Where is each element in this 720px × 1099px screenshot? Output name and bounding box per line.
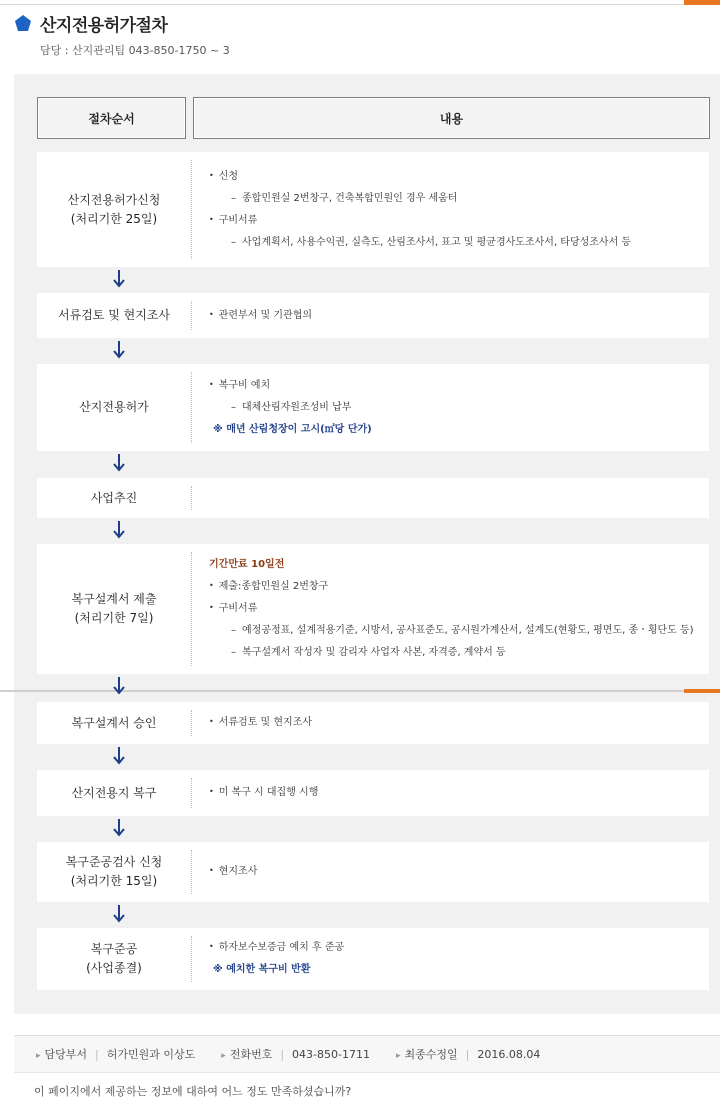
- step-deadline: (처리기한 15일): [70, 874, 158, 888]
- step-label-cell: [37, 478, 191, 518]
- cell-divider: [191, 850, 192, 894]
- deadline-notice: 기간만료 10일전: [209, 559, 285, 570]
- phone-label: ▸ 전화번호: [221, 1046, 272, 1062]
- sub-item: – 예정공정표, 설계적용기준, 시방서, 공사표준도, 공시원가계산서, 설계도(현황도, 평면도, 종ㆍ횡단도 등): [209, 620, 701, 642]
- procedure-step: [37, 702, 709, 744]
- cell-divider: [191, 486, 192, 510]
- procedure-step: [37, 478, 709, 518]
- procedure-step: [37, 928, 709, 990]
- cell-divider: [191, 301, 192, 330]
- header-content: 내용: [193, 97, 710, 139]
- sub-item: – 종합민원실 2번창구, 건축복합민원인 경우 세움터: [209, 188, 701, 210]
- arrow-down-icon: [112, 339, 126, 359]
- dept-label: ▸ 담당부서: [36, 1046, 87, 1062]
- step-label: 복구준공검사 신청: [65, 855, 163, 869]
- step-label: 복구설계서 승인: [71, 715, 157, 730]
- satisfaction-question: 이 페이지에서 제공하는 정보에 대하여 어느 정도 만족하셨습니까?: [34, 1085, 352, 1098]
- cell-divider: [191, 710, 192, 736]
- bullet-item: • 구비서류: [209, 210, 701, 232]
- procedure-step: [37, 364, 709, 451]
- step-label-cell: [37, 770, 191, 816]
- step-label: 산지전용허가: [79, 400, 149, 414]
- procedure-step: [37, 842, 709, 902]
- step-label: 사업추진: [90, 490, 138, 505]
- sub-item: – 사업계획서, 사용수익권, 실측도, 산림조사서, 표고 및 평균경사도조사서, 타당성조사서 등: [209, 232, 701, 254]
- step-content: [209, 702, 701, 744]
- page-header: [14, 10, 167, 36]
- top-accent-bar: [684, 0, 720, 5]
- arrow-down-icon: [112, 675, 126, 695]
- sub-item: – 복구설계서 작성자 및 감리자 사업자 사본, 자격증, 계약서 등: [209, 642, 701, 664]
- bullet-item: • 현지조사: [209, 861, 701, 883]
- step-content: [209, 152, 701, 267]
- step-label: 복구준공: [90, 942, 138, 956]
- step-deadline: (처리기한 7일): [74, 611, 154, 625]
- page-break-divider: [0, 690, 720, 692]
- step-deadline: (사업종결): [86, 961, 142, 975]
- arrow-down-icon: [112, 268, 126, 288]
- step-label-cell: [37, 544, 191, 674]
- bullet-item: • 서류검토 및 현지조사: [209, 712, 701, 734]
- step-content: [209, 842, 701, 902]
- note-text: ※ 예치한 복구비 반환: [213, 964, 311, 975]
- arrow-down-icon: [112, 745, 126, 765]
- bullet-item: • 복구비 예치: [209, 375, 701, 397]
- step-label: 서류검토 및 현지조사: [58, 308, 170, 322]
- step-content: [209, 293, 701, 338]
- bullet-item: • 하자보수보증금 예치 후 준공: [209, 937, 701, 959]
- arrow-down-icon: [112, 903, 126, 923]
- note-text: ※ 매년 산림청장이 고시(㎡당 단가): [213, 423, 372, 435]
- arrow-down-icon: [112, 452, 126, 472]
- cell-divider: [191, 160, 192, 259]
- step-content: [209, 770, 701, 816]
- bullet-item: • 구비서류: [209, 598, 701, 620]
- contact-info: 담당 : 산지관리팀 043-850-1750 ~ 3: [40, 44, 230, 57]
- bullet-item: • 미 복구 시 대집행 시행: [209, 782, 701, 804]
- phone-value: 043-850-1711: [292, 1047, 370, 1061]
- updated-value: 2016.08.04: [477, 1047, 541, 1061]
- step-content: [209, 364, 701, 451]
- cell-divider: [191, 778, 192, 808]
- updated-label: ▸ 최종수정일: [396, 1046, 458, 1062]
- cell-divider: [191, 936, 192, 982]
- page-info-footer: [14, 1035, 720, 1073]
- bullet-item: • 신청: [209, 166, 701, 188]
- procedure-step: [37, 544, 709, 674]
- page-title: 산지전용허가절차: [40, 15, 168, 36]
- step-label: 복구설계서 제출: [71, 592, 157, 606]
- step-content: [209, 544, 701, 674]
- cell-divider: [191, 552, 192, 666]
- step-label-cell: [37, 364, 191, 451]
- step-content: [209, 478, 701, 518]
- footer-separator: |: [95, 1047, 99, 1061]
- step-label-cell: [37, 152, 191, 267]
- procedure-step: [37, 293, 709, 338]
- footer-separator: |: [465, 1047, 470, 1061]
- top-border: [0, 0, 720, 5]
- step-label: 산지전용지 복구: [71, 785, 157, 800]
- pentagon-icon: [14, 14, 32, 32]
- sub-item: – 대체산림자원조성비 납부: [209, 397, 701, 419]
- divider-accent-bar: [684, 689, 720, 693]
- cell-divider: [191, 372, 192, 443]
- dept-value: 허가민원과 이상도: [106, 1048, 196, 1061]
- footer-separator: |: [280, 1047, 285, 1061]
- bullet-item: • 제출:종합민원실 2번창구: [209, 576, 701, 598]
- arrow-down-icon: [112, 519, 126, 539]
- bullet-item: • 관련부서 및 기관협의: [209, 305, 701, 327]
- header-step-order: 절차순서: [37, 97, 186, 139]
- step-content: [209, 928, 701, 990]
- step-label-cell: [37, 702, 191, 744]
- step-label-cell: [37, 928, 191, 990]
- step-label-cell: [37, 293, 191, 338]
- step-label-cell: [37, 842, 191, 902]
- step-deadline: (처리기한 25일): [70, 211, 158, 226]
- procedure-step: [37, 770, 709, 816]
- arrow-down-icon: [112, 817, 126, 837]
- procedure-step: [37, 152, 709, 267]
- step-label: 산지전용허가신청: [67, 192, 161, 207]
